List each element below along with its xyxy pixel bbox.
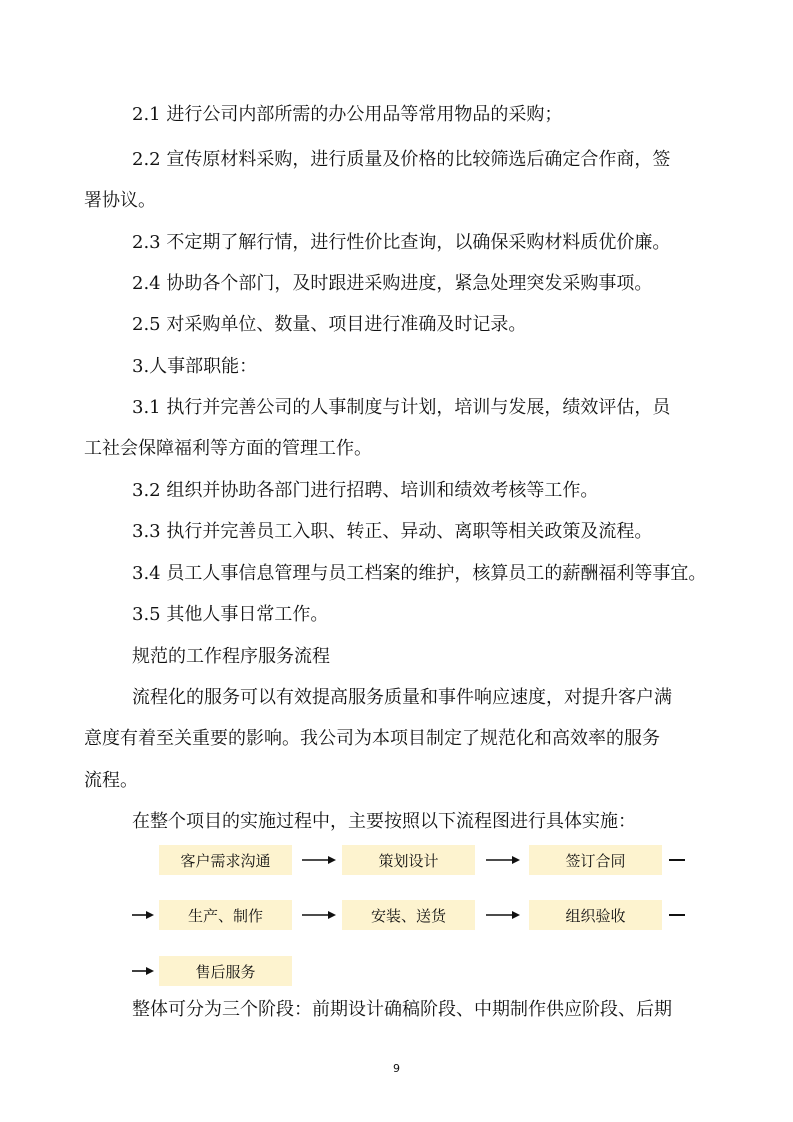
connector-dash <box>669 859 685 861</box>
flow-step-delivery: 安装、送货 <box>342 900 475 930</box>
paragraph-3-2: 3.2 组织并协助各部门进行招聘、培训和绩效考核等工作。 <box>132 480 599 501</box>
arrow-right-icon <box>486 854 520 866</box>
paragraph-2-1: 2.1 进行公司内部所需的办公用品等常用物品的采购； <box>132 104 563 125</box>
flow-step-acceptance: 组织验收 <box>529 900 662 930</box>
arrow-right-icon <box>132 965 154 977</box>
paragraph-3-3: 3.3 执行并完善员工入职、转正、异动、离职等相关政策及流程。 <box>132 521 653 542</box>
flow-step-contract: 签订合同 <box>529 845 662 875</box>
flow-step-after-sales: 售后服务 <box>159 956 292 986</box>
stages-paragraph: 整体可分为三个阶段：前期设计确稿阶段、中期制作供应阶段、后期 <box>132 999 672 1020</box>
section-heading: 规范的工作程序服务流程 <box>132 646 330 667</box>
paragraph-3-1-cont: 工社会保障福利等方面的管理工作。 <box>84 438 372 459</box>
paragraph-2-3: 2.3 不定期了解行情，进行性价比查询，以确保采购材料质优价廉。 <box>132 232 671 253</box>
page-number: 9 <box>393 1062 400 1075</box>
paragraph-2-5: 2.5 对采购单位、数量、项目进行准确及时记录。 <box>132 314 527 335</box>
paragraph-2-4: 2.4 协助各个部门，及时跟进采购进度，紧急处理突发采购事项。 <box>132 273 653 294</box>
section-3-heading: 3.人事部职能： <box>132 356 258 377</box>
intro-paragraph-cont-2: 流程。 <box>84 770 138 791</box>
arrow-right-icon <box>132 909 154 921</box>
flow-step-planning: 策划设计 <box>342 845 475 875</box>
intro-paragraph: 流程化的服务可以有效提高服务质量和事件响应速度，对提升客户满 <box>132 687 672 708</box>
arrow-right-icon <box>302 854 336 866</box>
flow-step-production: 生产、制作 <box>159 900 292 930</box>
paragraph-3-1: 3.1 执行并完善公司的人事制度与计划，培训与发展，绩效评估，员 <box>132 397 671 418</box>
flow-lead-text: 在整个项目的实施过程中，主要按照以下流程图进行具体实施： <box>132 811 636 832</box>
arrow-right-icon <box>302 909 336 921</box>
paragraph-2-2: 2.2 宣传原材料采购，进行质量及价格的比较筛选后确定合作商，签 <box>132 149 671 170</box>
intro-paragraph-cont-1: 意度有着至关重要的影响。我公司为本项目制定了规范化和高效率的服务 <box>84 728 660 749</box>
flow-step-requirement: 客户需求沟通 <box>159 845 292 875</box>
paragraph-3-5: 3.5 其他人事日常工作。 <box>132 604 329 625</box>
paragraph-2-2-cont: 署协议。 <box>84 190 156 211</box>
connector-dash <box>669 914 685 916</box>
paragraph-3-4: 3.4 员工人事信息管理与员工档案的维护，核算员工的薪酬福利等事宜。 <box>132 563 707 584</box>
arrow-right-icon <box>486 909 520 921</box>
